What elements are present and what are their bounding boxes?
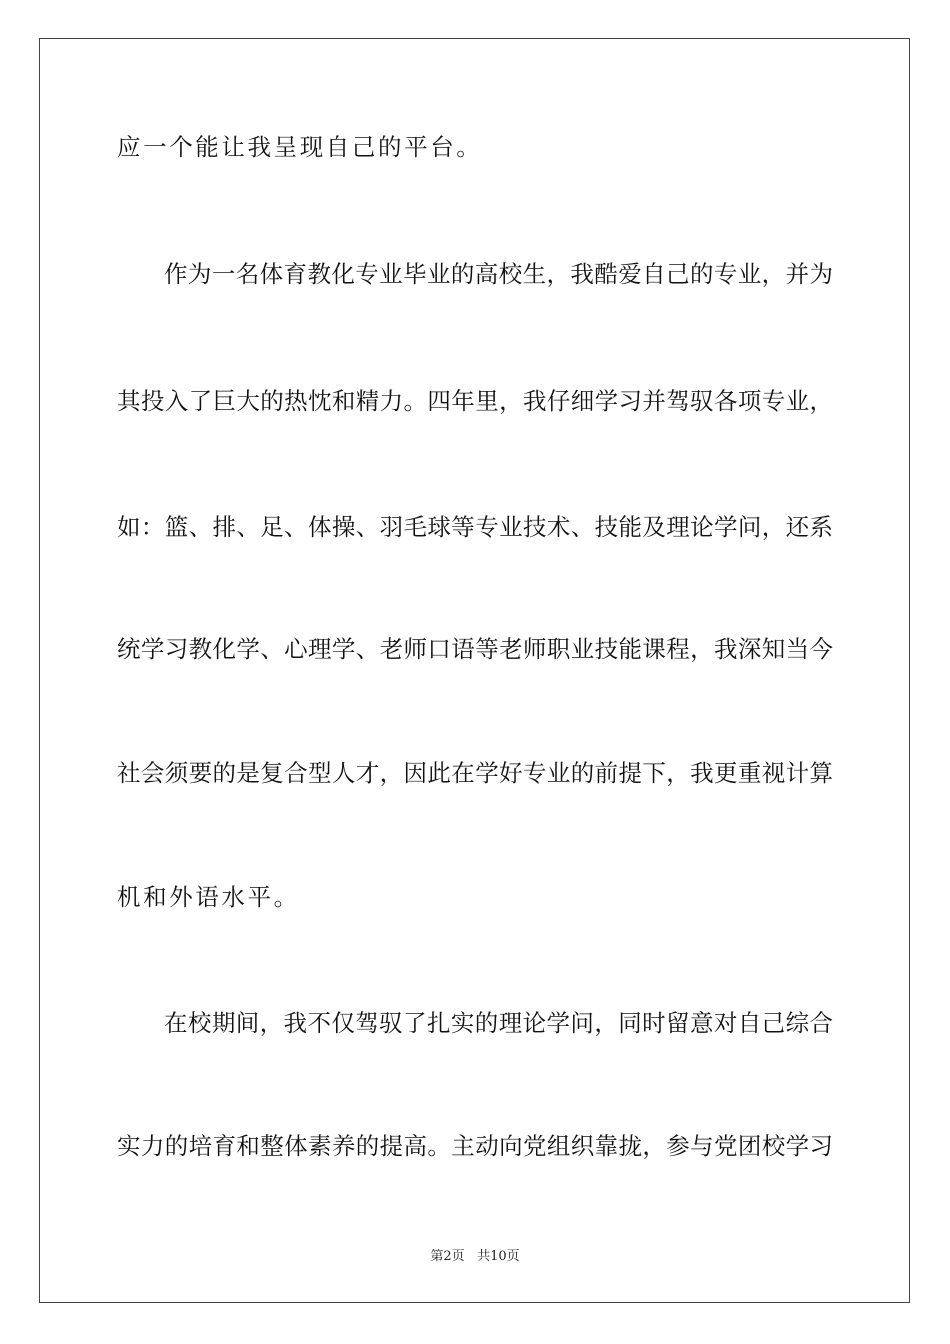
text-line-9: 实力的培育和整体素养的提高。主动向党组织靠拢，参与党团校学习 — [117, 1132, 833, 1160]
page-border — [39, 38, 910, 1303]
text-line-5: 统学习教化学、心理学、老师口语等老师职业技能课程，我深知当今 — [117, 635, 833, 663]
text-line-1: 应一个能让我呈现自己的平台。 — [117, 133, 483, 161]
page-number: 第2页 — [430, 1249, 465, 1264]
text-line-4: 如：篮、排、足、体操、羽毛球等专业技术、技能及理论学问，还系 — [117, 513, 833, 541]
page-total: 共10页 — [477, 1249, 520, 1264]
text-line-6: 社会须要的是复合型人才，因此在学好专业的前提下，我更重视计算 — [117, 759, 833, 787]
text-line-3: 其投入了巨大的热忱和精力。四年里，我仔细学习并驾驭各项专业， — [117, 387, 833, 415]
text-line-7: 机和外语水平。 — [117, 883, 300, 911]
text-line-8: 在校期间，我不仅驾驭了扎实的理论学问，同时留意对自己综合 — [164, 1009, 833, 1037]
page-footer — [0, 1248, 950, 1266]
text-line-2: 作为一名体育教化专业毕业的高校生，我酷爱自己的专业，并为 — [164, 260, 833, 288]
